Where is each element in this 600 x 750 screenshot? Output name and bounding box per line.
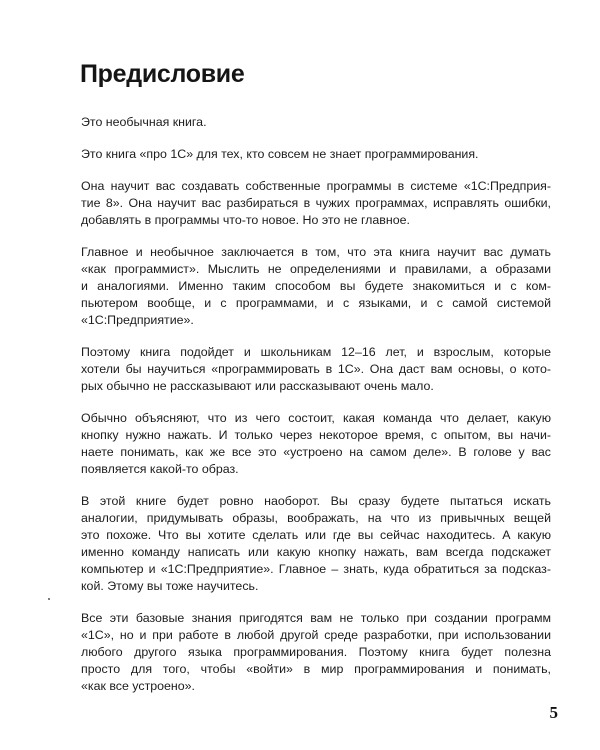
text-line: В этой книге будет ровно наоборот. Вы сразу будете пытаться искать <box>81 494 551 508</box>
text-line: появляется какой-то образ. <box>81 462 239 476</box>
paragraph <box>81 114 551 131</box>
paragraph <box>81 146 551 163</box>
text-line: «1С:Предприятие». <box>81 313 194 327</box>
paragraph <box>81 410 551 478</box>
text-line: кнопку нужно нажать. И только через некоторое время, с опытом, вы начи- <box>81 428 551 442</box>
text-line: наете понимать, как же все это «устроено на самом деле». В голове у вас <box>81 445 551 459</box>
paragraph-gap <box>81 229 551 244</box>
paragraph <box>81 344 551 395</box>
text-line: Главное и необычное заключается в том, что эта книга научит вас думать <box>81 245 551 259</box>
text-line: аналогии, придумывать образы, воображать, на что из привычных вещей <box>81 511 551 525</box>
text-line: добавлять в программы что-то новое. Но это не главное. <box>81 213 410 227</box>
text-line: компьютер и «1С:Предприятие». Главное – знать, куда обратиться за подсказ- <box>81 562 551 576</box>
paragraph-gap <box>81 163 551 178</box>
page-number: 5 <box>549 703 558 722</box>
text-line: и аналогиями. Именно таким способом вы будете знакомиться и с ком- <box>81 279 551 293</box>
text-line: Поэтому книга подойдет и школьникам 12–16 лет, и взрослым, которые <box>81 345 551 359</box>
text-line: хотели бы научиться «программировать в 1С». Она даст вам основы, о кото- <box>81 362 551 376</box>
text-line: Она научит вас создавать собственные программы в системе «1С:Предприя- <box>81 179 551 193</box>
paragraph-gap <box>81 595 551 610</box>
paragraph-gap <box>81 329 551 344</box>
text-line: Это необычная книга. <box>81 115 207 129</box>
text-line: именно команду написать или какую кнопку нажать, вам всегда подскажет <box>81 545 551 559</box>
paragraph-gap <box>81 478 551 493</box>
text-line: «как все устроено». <box>81 679 195 693</box>
paragraph <box>81 610 551 695</box>
page-title: Предисловие <box>80 60 245 88</box>
paragraph-gap <box>81 131 551 146</box>
text-line: Обычно объясняют, что из чего состоит, какая команда что делает, какую <box>81 411 551 425</box>
text-line: это похоже. Что вы хотите сделать или где вы сейчас находитесь. А какую <box>81 528 551 542</box>
paragraph <box>81 493 551 595</box>
body-text <box>81 114 551 695</box>
text-line: любого другого языка программирования. Поэтому книга будет полезна <box>81 645 551 659</box>
text-line: рых обычно не рассказывают или рассказывают очень мало. <box>81 379 434 393</box>
text-line: тие 8». Она научит вас разбираться в чужих программах, исправлять ошибки, <box>81 196 551 210</box>
text-line: «как программист». Мыслить не определениями и правилами, а образами <box>81 262 551 276</box>
text-line: кой. Этому вы тоже научитесь. <box>81 579 259 593</box>
print-speck <box>48 598 50 600</box>
text-line: просто для того, чтобы «войти» в мир программирования и понимать, <box>81 662 551 676</box>
text-line: Все эти базовые знания пригодятся вам не только при создании программ <box>81 611 551 625</box>
paragraph <box>81 178 551 229</box>
paragraph <box>81 244 551 329</box>
text-line: «1С», но и при работе в любой другой среде разработки, при использовании <box>81 628 551 642</box>
text-line: Это книга «про 1С» для тех, кто совсем не знает программирования. <box>81 147 479 161</box>
paragraph-gap <box>81 395 551 410</box>
text-line: пьютером вообще, и с программами, и с языками, и с самой системой <box>81 296 551 310</box>
